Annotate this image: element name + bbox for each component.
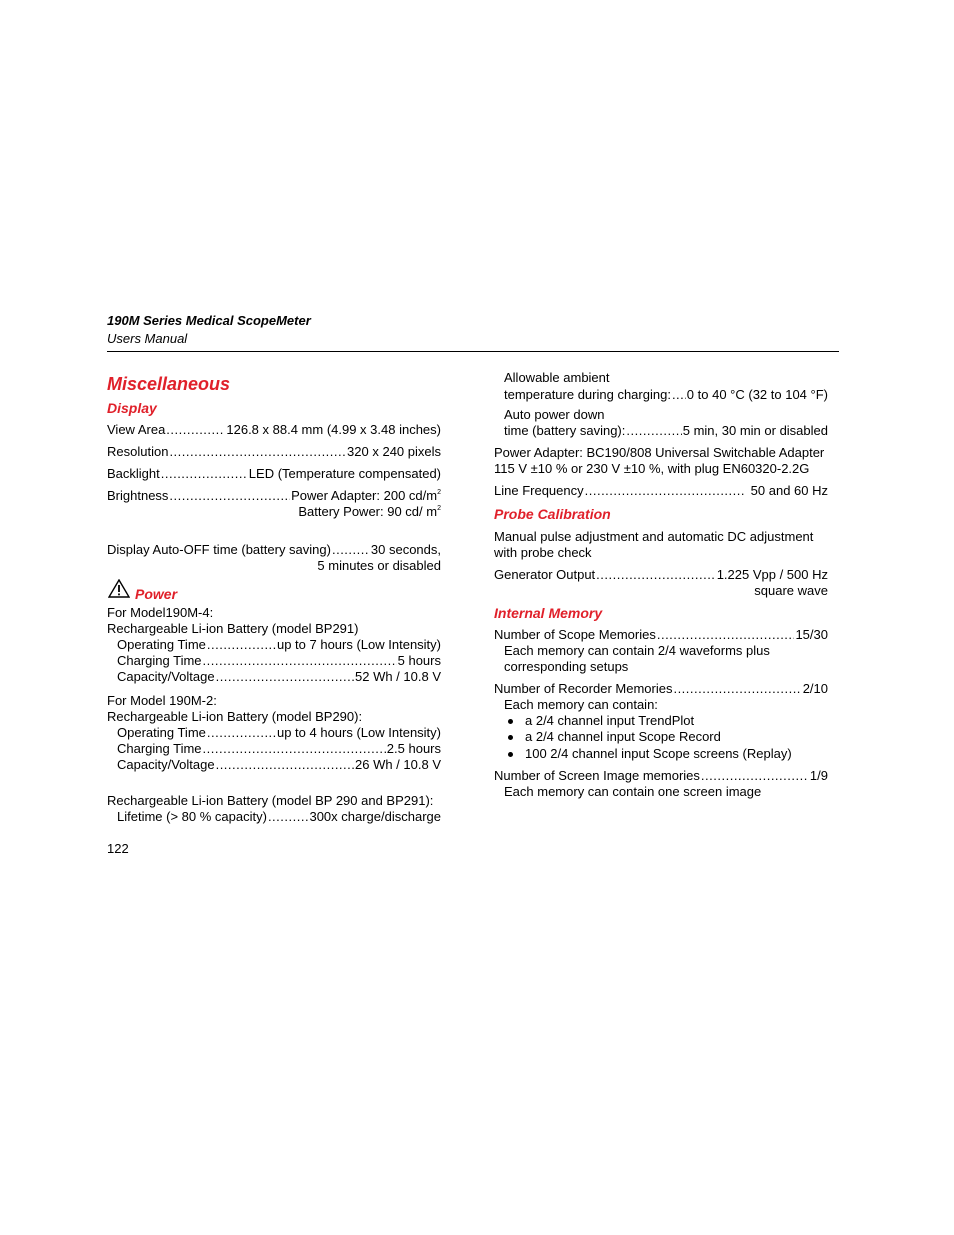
spec-row-ambient-temp — [504, 387, 828, 403]
spec-row-line-frequency — [494, 483, 828, 499]
spec-label: Backlight — [107, 466, 160, 481]
spec-label: Charging Time — [117, 653, 202, 668]
spec-row-auto-off — [107, 542, 441, 558]
spec-row-model4-charging-time — [117, 653, 441, 669]
spec-value: 126.8 x 88.4 mm (4.99 x 3.48 inches) — [226, 422, 441, 437]
spec-value: 5 hours — [397, 653, 441, 668]
spec-row-model2-capacity — [117, 757, 441, 773]
leader-dots — [161, 466, 248, 482]
leader-dots — [166, 422, 225, 438]
scope-memory-desc-2: corresponding setups — [504, 659, 629, 674]
spec-label: Operating Time — [117, 637, 206, 652]
probe-desc-line-1: Manual pulse adjustment and automatic DC adjustment — [494, 529, 814, 544]
spec-row-recorder-memories — [494, 681, 828, 697]
header-divider — [107, 351, 839, 352]
spec-row-screen-image-memories — [494, 768, 828, 784]
subsection-heading-internal-memory: Internal Memory — [494, 605, 603, 621]
leader-dots — [672, 387, 686, 403]
leader-dots — [207, 637, 276, 653]
spec-value-brightness-battery: Battery Power: 90 cd/ $m^2$ — [298, 504, 441, 519]
spec-row-backlight — [107, 466, 441, 482]
model-2-battery: Rechargeable Li-ion Battery (model BP290): — [107, 709, 363, 724]
list-item: 100 2/4 channel input Scope screens (Replay) — [525, 746, 792, 761]
spec-label: Number of Recorder Memories — [494, 681, 673, 696]
spec-row-generator-output — [494, 567, 828, 583]
document-title: 190M Series Medical ScopeMeter — [107, 313, 311, 328]
spec-label: Capacity/Voltage — [117, 757, 215, 772]
spec-value: 26 Wh / 10.8 V — [355, 757, 441, 772]
spec-row-auto-power-down — [504, 423, 828, 439]
leader-dots — [169, 444, 346, 460]
spec-value: 50 and 60 Hz — [750, 483, 828, 498]
section-heading-miscellaneous: Miscellaneous — [107, 374, 231, 394]
leader-dots — [216, 669, 354, 685]
spec-value: 320 x 240 pixels — [347, 444, 441, 459]
leader-dots — [585, 483, 746, 499]
spec-row-model2-operating-time — [117, 725, 441, 741]
spec-value: 1.225 Vpp / 500 Hz — [716, 567, 828, 582]
subsection-heading-display: Display — [107, 400, 157, 416]
spec-label: Brightness — [107, 488, 169, 503]
spec-value: 52 Wh / 10.8 V — [355, 669, 441, 684]
document-subtitle: Users Manual — [107, 331, 188, 346]
spec-label: temperature during charging: — [504, 387, 671, 402]
spec-value: 2.5 hours — [386, 741, 441, 756]
spec-row-scope-memories — [494, 627, 828, 643]
both-battery-label: Rechargeable Li-ion Battery (model BP 290 and BP291): — [107, 793, 434, 808]
spec-value-auto-off-2: 5 minutes or disabled — [317, 558, 441, 573]
spec-value: 5 min, 30 min or disabled — [682, 423, 828, 438]
spec-value: LED (Temperature compensated) — [248, 466, 441, 481]
spec-row-brightness — [107, 488, 441, 504]
spec-row-model4-operating-time — [117, 637, 441, 653]
spec-value: Power Adapter: 200 $cd/m^2$ — [291, 488, 441, 503]
leader-dots — [626, 423, 681, 439]
spec-label: Lifetime (> 80 % capacity) — [117, 809, 267, 824]
leader-dots — [268, 809, 309, 825]
spec-value: 1/9 — [809, 768, 828, 783]
spec-row-view-area — [107, 422, 441, 438]
leader-dots — [673, 681, 801, 697]
spec-label: Capacity/Voltage — [117, 669, 215, 684]
spec-label: View Area — [107, 422, 166, 437]
probe-desc-line-2: with probe check — [494, 545, 592, 560]
model-4-label: For Model190M-4: — [107, 605, 214, 620]
screen-image-memory-desc: Each memory can contain one screen image — [504, 784, 762, 799]
list-item: a 2/4 channel input TrendPlot — [525, 713, 695, 728]
leader-dots — [203, 653, 397, 669]
spec-label: Charging Time — [117, 741, 202, 756]
spec-value: 30 seconds, — [370, 542, 441, 557]
spec-label: Generator Output — [494, 567, 596, 582]
list-item: a 2/4 channel input Scope Record — [525, 729, 721, 744]
spec-label: time (battery saving): — [504, 423, 626, 438]
scope-memory-desc-1: Each memory can contain 2/4 waveforms plus — [504, 643, 770, 658]
spec-label: Operating Time — [117, 725, 206, 740]
bullet-icon — [508, 752, 513, 757]
leader-dots — [203, 741, 386, 757]
spec-row-resolution — [107, 444, 441, 460]
auto-power-down-label: Auto power down — [504, 407, 605, 422]
page-number: 122 — [107, 841, 129, 856]
spec-label: Line Frequency — [494, 483, 584, 498]
spec-label: Display Auto-OFF time (battery saving) — [107, 542, 331, 557]
subsection-heading-power: Power — [135, 586, 178, 602]
subsection-heading-probe-calibration: Probe Calibration — [494, 506, 611, 522]
model-2-label: For Model 190M-2: — [107, 693, 217, 708]
power-adapter-line-2: 115 V ±10 % or 230 V ±10 %, with plug EN60320-2.2G — [494, 461, 810, 476]
spec-label: Number of Scope Memories — [494, 627, 656, 642]
bullet-icon — [508, 719, 513, 724]
bullet-icon — [508, 735, 513, 740]
recorder-memory-desc: Each memory can contain: — [504, 697, 658, 712]
spec-row-lifetime — [117, 809, 441, 825]
spec-value: up to 7 hours (Low Intensity) — [276, 637, 441, 652]
spec-label: Number of Screen Image memories — [494, 768, 700, 783]
spec-value: 15/30 — [795, 627, 828, 642]
leader-dots — [169, 488, 290, 504]
leader-dots — [207, 725, 276, 741]
spec-value: 2/10 — [802, 681, 828, 696]
power-adapter-line-1: Power Adapter: BC190/808 Universal Switchable Adapter — [494, 445, 825, 460]
leader-dots — [332, 542, 370, 558]
spec-label: Resolution — [107, 444, 169, 459]
ambient-temp-label: Allowable ambient — [504, 370, 610, 385]
leader-dots — [216, 757, 354, 773]
leader-dots — [701, 768, 809, 784]
model-4-battery: Rechargeable Li-ion Battery (model BP291) — [107, 621, 359, 636]
spec-value: 0 to 40 °C (32 to 104 °F) — [686, 387, 828, 402]
spec-row-model4-capacity — [117, 669, 441, 685]
warning-icon — [108, 579, 130, 598]
leader-dots — [596, 567, 716, 583]
spec-value-generator-output-2: square wave — [754, 583, 828, 598]
spec-row-model2-charging-time — [117, 741, 441, 757]
spec-value: 300x charge/discharge — [309, 809, 441, 824]
leader-dots — [657, 627, 795, 643]
spec-value: up to 4 hours (Low Intensity) — [276, 725, 441, 740]
